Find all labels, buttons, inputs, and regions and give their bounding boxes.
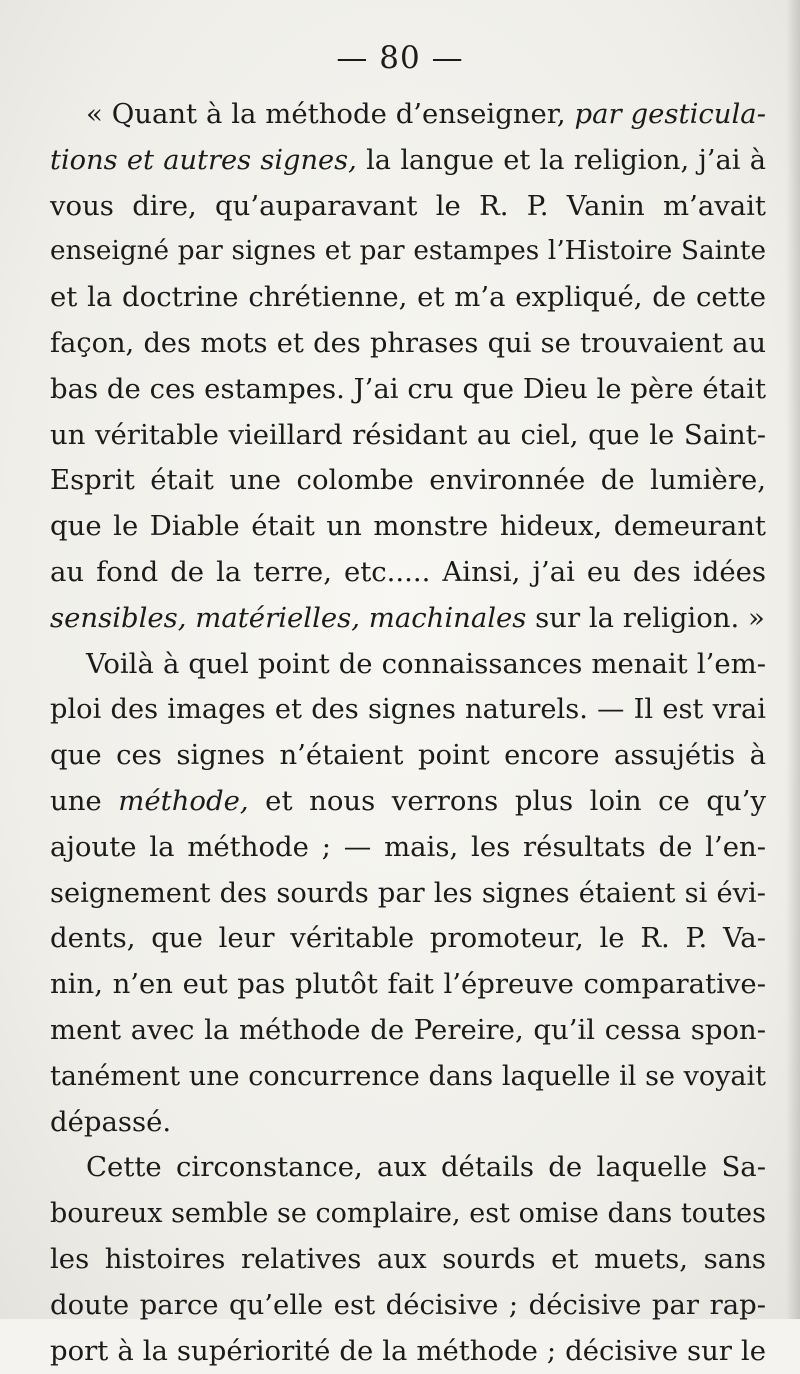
text-segment: nin, n’en eut pas plutôt fait l’épreuve comparative-	[50, 968, 766, 1001]
body-text	[50, 92, 766, 1374]
text-line	[50, 962, 766, 1008]
text-segment: seignement des sourds par les signes étaient si évi-	[50, 877, 766, 909]
text-segment: Cette circonstance, aux détails de laquelle Sa-	[86, 1151, 766, 1184]
text-segment: ploi des images et des signes naturels. — Il est vrai	[50, 694, 766, 726]
text-line	[50, 458, 766, 504]
text-segment: port à la supériorité de la méthode ; décisive sur le	[50, 1334, 766, 1367]
text-line	[50, 138, 766, 184]
text-line	[50, 321, 766, 367]
italic-text-segment: méthode,	[118, 784, 249, 817]
text-line	[50, 596, 766, 642]
text-segment: au fond de la terre, etc..... Ainsi, j’ai eu des idées	[50, 555, 766, 588]
text-line	[50, 1329, 766, 1374]
text-line	[50, 642, 766, 688]
text-line	[50, 504, 766, 550]
text-segment: une	[50, 784, 119, 817]
text-segment: enseigné par signes et par estampes l’Histoire Sainte	[50, 236, 766, 267]
text-line	[50, 1237, 766, 1283]
text-segment: doute parce qu’elle est décisive ; décisive par rap-	[50, 1288, 766, 1321]
text-segment: et nous verrons plus loin ce qu’y	[248, 784, 766, 817]
text-line	[50, 275, 766, 321]
page-number: — 80 —	[336, 40, 464, 76]
italic-text-segment: par gesticula-	[574, 98, 766, 130]
text-segment: sur la religion. »	[526, 601, 765, 634]
page-edge-shadow	[786, 0, 800, 1319]
text-segment: et la doctrine chrétienne, et m’a expliqué, de cette	[50, 281, 766, 314]
text-line	[50, 367, 766, 413]
text-segment: dents, que leur véritable promoteur, le R. P. Va-	[50, 922, 766, 955]
text-segment: façon, des mots et des phrases qui se trouvaient au	[50, 327, 766, 359]
text-line	[50, 825, 766, 871]
text-line	[50, 779, 766, 825]
text-line	[50, 871, 766, 917]
italic-text-segment: tions et autres signes,	[50, 144, 357, 176]
text-line	[50, 916, 766, 962]
text-line	[50, 687, 766, 733]
text-line	[50, 550, 766, 596]
text-line	[50, 92, 766, 138]
text-segment: la langue et la religion, j’ai à	[356, 144, 766, 176]
text-segment: bas de ces estampes. J’ai cru que Dieu le père était	[50, 372, 766, 405]
text-line	[50, 1100, 766, 1146]
text-line	[50, 1191, 766, 1237]
text-line	[50, 229, 766, 275]
text-line	[50, 1008, 766, 1054]
text-segment: que ces signes n’étaient point encore assujétis à	[50, 739, 766, 772]
text-segment: que le Diable était un monstre hideux, demeurant	[50, 510, 766, 543]
text-segment: Esprit était une colombe environnée de lumière,	[50, 464, 766, 497]
text-line	[50, 1283, 766, 1329]
text-line	[50, 413, 766, 459]
text-segment: un véritable vieillard résidant au ciel, que le Saint-	[50, 418, 766, 451]
text-segment: dépassé.	[50, 1105, 172, 1138]
text-segment: vous dire, qu’auparavant le R. P. Vanin m’avait	[50, 189, 766, 222]
text-segment: ajoute la méthode ; — mais, les résultats de l’en-	[50, 830, 766, 863]
text-line	[50, 1054, 766, 1100]
italic-text-segment: sensibles, matérielles, machinales	[50, 601, 527, 634]
text-segment: tanément une concurrence dans laquelle il se voyait	[50, 1060, 766, 1092]
text-line	[50, 733, 766, 779]
text-segment: ment avec la méthode de Pereire, qu’il cessa spon-	[50, 1013, 766, 1046]
text-line	[50, 1145, 766, 1191]
text-segment: « Quant à la méthode d’enseigner,	[86, 98, 575, 130]
text-segment: boureux semble se complaire, est omise dans toutes	[50, 1198, 766, 1230]
text-segment: Voilà à quel point de connaissances menait l’em-	[86, 647, 766, 680]
text-segment: les histoires relatives aux sourds et muets, sans	[50, 1242, 766, 1275]
text-line	[50, 184, 766, 230]
